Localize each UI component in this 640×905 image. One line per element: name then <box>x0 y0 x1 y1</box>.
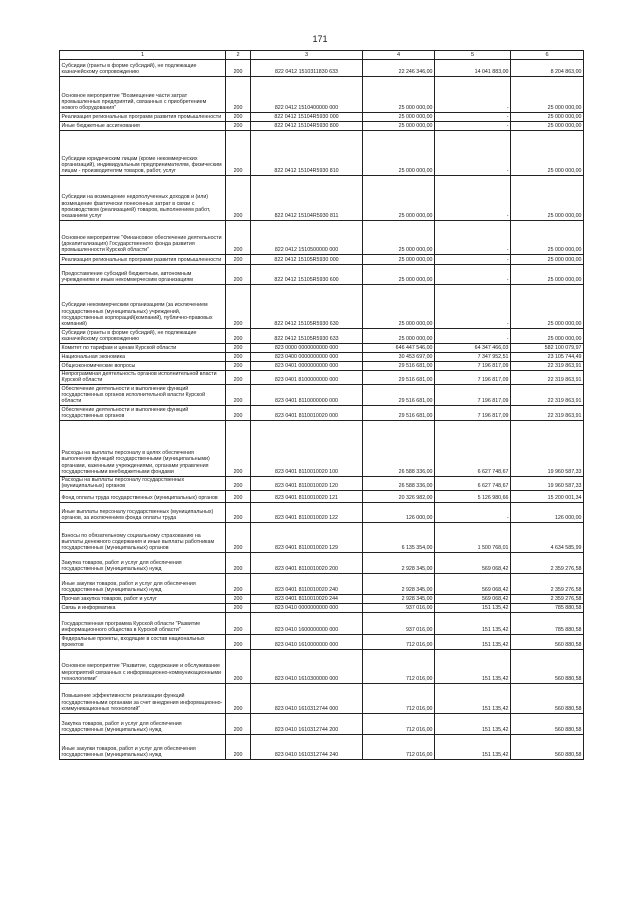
row-unexecuted: 25 000 000,00 <box>511 113 584 122</box>
row-classification-code: 823 0401 8110010020 100 <box>251 420 363 476</box>
row-line-code: 200 <box>226 77 251 113</box>
row-unexecuted: 785 880,58 <box>511 613 584 635</box>
row-line-code: 200 <box>226 352 251 361</box>
row-approved: 2 928 345,00 <box>363 595 435 604</box>
row-approved: 646 447 546,00 <box>363 343 435 352</box>
row-executed: 6 627 748,67 <box>435 420 511 476</box>
row-classification-code: 823 0000 0000000000 000 <box>251 343 363 352</box>
table-row <box>60 406 584 421</box>
row-line-code: 200 <box>226 329 251 344</box>
row-approved: 22 246 346,00 <box>363 60 435 77</box>
table-row <box>60 176 584 221</box>
row-executed: 7 196 817,09 <box>435 385 511 406</box>
row-unexecuted: 22 319 863,91 <box>511 385 584 406</box>
row-classification-code: 822 0412 1510500000 000 <box>251 221 363 255</box>
row-classification-code: 823 0401 8110010020 000 <box>251 406 363 421</box>
row-approved: 25 000 000,00 <box>363 285 435 329</box>
row-unexecuted: 785 880,58 <box>511 604 584 613</box>
row-executed: 7 196 817,09 <box>435 406 511 421</box>
row-approved: 30 453 697,00 <box>363 352 435 361</box>
row-approved: 2 928 345,00 <box>363 574 435 595</box>
table-row <box>60 255 584 265</box>
table-row <box>60 329 584 344</box>
row-executed: - <box>435 122 511 131</box>
column-header-classification-code: 3 <box>251 51 363 60</box>
row-unexecuted: 560 880,58 <box>511 713 584 734</box>
row-name: Реализация региональных программ развития промышленности <box>60 113 226 122</box>
row-approved: 20 326 982,00 <box>363 491 435 503</box>
row-executed: 5 126 980,66 <box>435 491 511 503</box>
row-executed: 569 068,42 <box>435 595 511 604</box>
row-name: Иные закупки товаров, работ и услуг для обеспечения государственных (муниципальных) нужд <box>60 574 226 595</box>
row-name: Общеэкономические вопросы <box>60 361 226 370</box>
row-approved: 25 000 000,00 <box>363 77 435 113</box>
row-name: Основное мероприятие "Финансовое обеспечение деятельности (докапитализация) Государственного фонда развития промышленности Курской области" <box>60 221 226 255</box>
row-executed: 151 135,42 <box>435 635 511 650</box>
row-unexecuted: 22 319 863,91 <box>511 361 584 370</box>
table-row <box>60 553 584 574</box>
row-line-code: 200 <box>226 370 251 385</box>
table-row <box>60 476 584 491</box>
row-unexecuted: 25 000 000,00 <box>511 122 584 131</box>
row-approved: 29 516 681,00 <box>363 406 435 421</box>
row-approved: 6 135 354,00 <box>363 523 435 553</box>
row-executed: - <box>435 285 511 329</box>
row-line-code: 200 <box>226 649 251 683</box>
row-line-code: 200 <box>226 553 251 574</box>
table-row <box>60 613 584 635</box>
row-name: Закупка товаров, работ и услуг для обеспечения государственных (муниципальных) нужд <box>60 713 226 734</box>
row-line-code: 200 <box>226 385 251 406</box>
row-approved: 25 000 000,00 <box>363 255 435 265</box>
row-executed: 7 347 952,51 <box>435 352 511 361</box>
table-row <box>60 635 584 650</box>
row-name: Расходы на выплаты персоналу в целях обеспечения выполнения функций государственными (муниципальными) органами, казенными учреждениями, органами управления государственными внебюджетными фондами <box>60 420 226 476</box>
row-approved: 937 016,00 <box>363 613 435 635</box>
row-executed: 151 135,42 <box>435 649 511 683</box>
row-line-code: 200 <box>226 713 251 734</box>
row-line-code: 200 <box>226 361 251 370</box>
table-row <box>60 604 584 613</box>
row-line-code: 200 <box>226 343 251 352</box>
row-line-code: 200 <box>226 221 251 255</box>
row-executed: 151 135,42 <box>435 683 511 713</box>
row-line-code: 200 <box>226 255 251 265</box>
row-classification-code: 822 0412 15105R5930 000 <box>251 255 363 265</box>
row-executed: 7 196 817,09 <box>435 361 511 370</box>
row-name: Комитет по тарифам и ценам Курской области <box>60 343 226 352</box>
row-executed: - <box>435 265 511 285</box>
row-approved: 712 016,00 <box>363 649 435 683</box>
row-classification-code: 823 0401 0000000000 000 <box>251 361 363 370</box>
column-header-name: 1 <box>60 51 226 60</box>
table-row <box>60 523 584 553</box>
row-classification-code: 823 0401 8110010020 122 <box>251 503 363 523</box>
row-approved: 25 000 000,00 <box>363 221 435 255</box>
row-executed: 151 135,42 <box>435 713 511 734</box>
row-unexecuted: 4 634 585,99 <box>511 523 584 553</box>
row-name: Взносы по обязательному социальному страхованию на выплаты денежного содержания и иные выплаты работникам государственных (муниципальных) органов <box>60 523 226 553</box>
row-unexecuted: 25 000 000,00 <box>511 265 584 285</box>
row-classification-code: 823 0410 1600000000 000 <box>251 613 363 635</box>
row-name: Государственная программа Курской области "Развитие информационного общества в Курской области" <box>60 613 226 635</box>
row-approved: 25 000 000,00 <box>363 122 435 131</box>
row-classification-code: 822 0412 15104R5930 800 <box>251 122 363 131</box>
row-name: Повышение эффективности реализации функций государственными органами за счет внедрения информационно-коммуникационных технологий" <box>60 683 226 713</box>
row-line-code: 200 <box>226 265 251 285</box>
row-name: Субсидии на возмещение недополученных доходов и (или) возмещение фактически понесенных затрат в связи с производством (реализацией) товаров, выполнением работ, оказанием услуг <box>60 176 226 221</box>
table-row <box>60 713 584 734</box>
row-line-code: 200 <box>226 176 251 221</box>
row-line-code: 200 <box>226 683 251 713</box>
row-executed: 1 500 768,01 <box>435 523 511 553</box>
row-name: Иные бюджетные ассигнования <box>60 122 226 131</box>
table-row <box>60 503 584 523</box>
row-executed: 14 041 883,00 <box>435 60 511 77</box>
row-executed: - <box>435 131 511 176</box>
row-classification-code: 823 0401 8100000000 000 <box>251 370 363 385</box>
row-approved: 126 000,00 <box>363 503 435 523</box>
row-executed: - <box>435 176 511 221</box>
row-classification-code: 823 0410 1610312744 200 <box>251 713 363 734</box>
row-classification-code: 823 0400 0000000000 000 <box>251 352 363 361</box>
row-name: Предоставление субсидий бюджетным, автономным учреждениям и иным некоммерческим организациям <box>60 265 226 285</box>
table-row <box>60 352 584 361</box>
row-approved: 25 000 000,00 <box>363 265 435 285</box>
row-line-code: 200 <box>226 491 251 503</box>
row-approved: 29 516 681,00 <box>363 361 435 370</box>
row-unexecuted: 25 000 000,00 <box>511 255 584 265</box>
table-row <box>60 574 584 595</box>
row-executed: - <box>435 113 511 122</box>
table-row <box>60 385 584 406</box>
table-row <box>60 420 584 476</box>
row-executed: - <box>435 255 511 265</box>
row-line-code: 200 <box>226 503 251 523</box>
table-row <box>60 683 584 713</box>
row-unexecuted: 560 880,58 <box>511 683 584 713</box>
row-classification-code: 823 0401 8110010020 240 <box>251 574 363 595</box>
page-number: 171 <box>312 34 328 44</box>
table-row <box>60 734 584 759</box>
row-unexecuted: 25 000 000,00 <box>511 176 584 221</box>
row-approved: 712 016,00 <box>363 734 435 759</box>
table-row <box>60 370 584 385</box>
row-name: Закупка товаров, работ и услуг для обеспечения государственных (муниципальных) нужд <box>60 553 226 574</box>
row-unexecuted: 25 000 000,00 <box>511 131 584 176</box>
row-unexecuted: 560 880,58 <box>511 649 584 683</box>
row-name: Иные выплаты персоналу государственных (муниципальных) органов, за исключением фонда оплаты труда <box>60 503 226 523</box>
row-unexecuted: 582 100 079,97 <box>511 343 584 352</box>
row-classification-code: 822 0412 15105R5930 630 <box>251 285 363 329</box>
row-classification-code: 823 0401 8110010020 120 <box>251 476 363 491</box>
row-name: Субсидии юридическим лицам (кроме некоммерческих организаций), индивидуальным предпринимателям, физическим лицам - производителям товаров, работ, услуг <box>60 131 226 176</box>
row-name: Федеральные проекты, входящие в состав национальных проектов <box>60 635 226 650</box>
row-executed: 151 135,42 <box>435 734 511 759</box>
row-executed: - <box>435 221 511 255</box>
table-row <box>60 60 584 77</box>
table-row <box>60 265 584 285</box>
row-line-code: 200 <box>226 595 251 604</box>
row-unexecuted: 2 359 276,58 <box>511 595 584 604</box>
row-approved: 712 016,00 <box>363 635 435 650</box>
row-line-code: 200 <box>226 406 251 421</box>
table-row <box>60 595 584 604</box>
table-row <box>60 221 584 255</box>
row-unexecuted: 25 000 000,00 <box>511 77 584 113</box>
row-executed: - <box>435 77 511 113</box>
row-classification-code: 822 0412 15105R5930 600 <box>251 265 363 285</box>
row-line-code: 200 <box>226 635 251 650</box>
row-line-code: 200 <box>226 113 251 122</box>
row-line-code: 200 <box>226 613 251 635</box>
row-unexecuted: 560 880,58 <box>511 734 584 759</box>
row-unexecuted: 560 880,58 <box>511 635 584 650</box>
row-line-code: 200 <box>226 420 251 476</box>
row-unexecuted: 25 000 000,00 <box>511 221 584 255</box>
row-unexecuted: 19 960 587,33 <box>511 420 584 476</box>
row-name: Расходы на выплаты персоналу государственных (муниципальных) органов <box>60 476 226 491</box>
row-classification-code: 823 0410 1610300000 000 <box>251 649 363 683</box>
budget-execution-table <box>59 50 584 760</box>
table-header-row <box>60 51 584 60</box>
row-unexecuted: 2 359 276,58 <box>511 553 584 574</box>
row-unexecuted: 23 105 744,49 <box>511 352 584 361</box>
row-classification-code: 823 0410 0000000000 000 <box>251 604 363 613</box>
row-classification-code: 822 0412 15104R5930 811 <box>251 176 363 221</box>
row-classification-code: 823 0401 8110000000 000 <box>251 385 363 406</box>
column-header-executed: 5 <box>435 51 511 60</box>
table-body <box>60 60 584 760</box>
row-approved: 937 016,00 <box>363 604 435 613</box>
row-classification-code: 823 0401 8110010020 129 <box>251 523 363 553</box>
row-name: Прочая закупка товаров, работ и услуг <box>60 595 226 604</box>
row-executed: 6 627 748,67 <box>435 476 511 491</box>
row-unexecuted: 126 000,00 <box>511 503 584 523</box>
row-name: Реализация региональных программ развития промышленности <box>60 255 226 265</box>
row-line-code: 200 <box>226 574 251 595</box>
row-name: Субсидии (гранты в форме субсидий), не подлежащие казначейскому сопровождению <box>60 329 226 344</box>
row-classification-code: 823 0410 1610312744 000 <box>251 683 363 713</box>
row-name: Основное мероприятие "Возмещение части затрат промышленных предприятий, связанных с приобретением нового оборудования" <box>60 77 226 113</box>
row-classification-code: 823 0410 1610312744 240 <box>251 734 363 759</box>
row-classification-code: 822 0412 1510311830 633 <box>251 60 363 77</box>
row-executed: 151 135,42 <box>435 613 511 635</box>
row-classification-code: 823 0401 8110010020 244 <box>251 595 363 604</box>
row-executed: 7 196 817,09 <box>435 370 511 385</box>
table-row <box>60 131 584 176</box>
row-approved: 26 588 336,00 <box>363 476 435 491</box>
table-row <box>60 361 584 370</box>
table-row <box>60 649 584 683</box>
table-row <box>60 343 584 352</box>
row-line-code: 200 <box>226 476 251 491</box>
row-name: Связь и информатика <box>60 604 226 613</box>
row-line-code: 200 <box>226 604 251 613</box>
row-name: Иные закупки товаров, работ и услуг для обеспечения государственных (муниципальных) нужд <box>60 734 226 759</box>
row-name: Непрограммная деятельность органов исполнительной власти Курской области <box>60 370 226 385</box>
table-row <box>60 491 584 503</box>
column-header-unexecuted: 6 <box>511 51 584 60</box>
row-line-code: 200 <box>226 131 251 176</box>
table-row <box>60 113 584 122</box>
row-name: Субсидии некоммерческим организациям (за исключением государственных (муниципальных) учреждений, государственных корпораций(компаний), публично-правовых компаний) <box>60 285 226 329</box>
row-approved: 29 516 681,00 <box>363 385 435 406</box>
row-classification-code: 823 0410 1610000000 000 <box>251 635 363 650</box>
row-unexecuted: 19 960 587,33 <box>511 476 584 491</box>
row-approved: 26 588 336,00 <box>363 420 435 476</box>
row-name: Национальная экономика <box>60 352 226 361</box>
row-approved: 712 016,00 <box>363 683 435 713</box>
row-unexecuted: 2 359 276,58 <box>511 574 584 595</box>
row-line-code: 200 <box>226 60 251 77</box>
row-line-code: 200 <box>226 122 251 131</box>
row-approved: 25 000 000,00 <box>363 329 435 344</box>
column-header-approved: 4 <box>363 51 435 60</box>
table-row <box>60 122 584 131</box>
row-name: Основное мероприятие "Развитие, содержание и обслуживание мероприятий связанных с информационно-коммуникационными технологиями" <box>60 649 226 683</box>
row-name: Обеспечение деятельности и выполнение функций государственных органов исполнительной власти Курской области <box>60 385 226 406</box>
row-unexecuted: 15 200 001,34 <box>511 491 584 503</box>
row-approved: 2 928 345,00 <box>363 553 435 574</box>
column-header-line-code: 2 <box>226 51 251 60</box>
row-name: Субсидии (гранты в форме субсидий), не подлежащие казначейскому сопровождению <box>60 60 226 77</box>
row-executed: 64 347 466,03 <box>435 343 511 352</box>
row-unexecuted: 22 319 863,91 <box>511 370 584 385</box>
row-approved: 25 000 000,00 <box>363 113 435 122</box>
row-line-code: 200 <box>226 285 251 329</box>
row-unexecuted: 25 000 000,00 <box>511 285 584 329</box>
row-executed: - <box>435 329 511 344</box>
row-unexecuted: 22 319 863,91 <box>511 406 584 421</box>
row-approved: 25 000 000,00 <box>363 176 435 221</box>
table-row <box>60 77 584 113</box>
row-unexecuted: 8 204 863,00 <box>511 60 584 77</box>
row-unexecuted: 25 000 000,00 <box>511 329 584 344</box>
row-classification-code: 822 0412 15105R5930 633 <box>251 329 363 344</box>
row-executed: 151 135,42 <box>435 604 511 613</box>
row-executed: 569 068,42 <box>435 553 511 574</box>
row-approved: 712 016,00 <box>363 713 435 734</box>
row-executed: - <box>435 503 511 523</box>
row-classification-code: 823 0401 8110010020 121 <box>251 491 363 503</box>
row-approved: 29 516 681,00 <box>363 370 435 385</box>
row-name: Фонд оплаты труда государственных (муниципальных) органов <box>60 491 226 503</box>
table-row <box>60 285 584 329</box>
row-name: Обеспечение деятельности и выполнение функций государственных органов <box>60 406 226 421</box>
row-approved: 25 000 000,00 <box>363 131 435 176</box>
row-classification-code: 822 0412 15104R5930 810 <box>251 131 363 176</box>
row-classification-code: 822 0412 15104R5930 000 <box>251 113 363 122</box>
row-classification-code: 823 0401 8110010020 200 <box>251 553 363 574</box>
row-executed: 569 068,42 <box>435 574 511 595</box>
row-classification-code: 822 0412 1510400000 000 <box>251 77 363 113</box>
row-line-code: 200 <box>226 523 251 553</box>
row-line-code: 200 <box>226 734 251 759</box>
